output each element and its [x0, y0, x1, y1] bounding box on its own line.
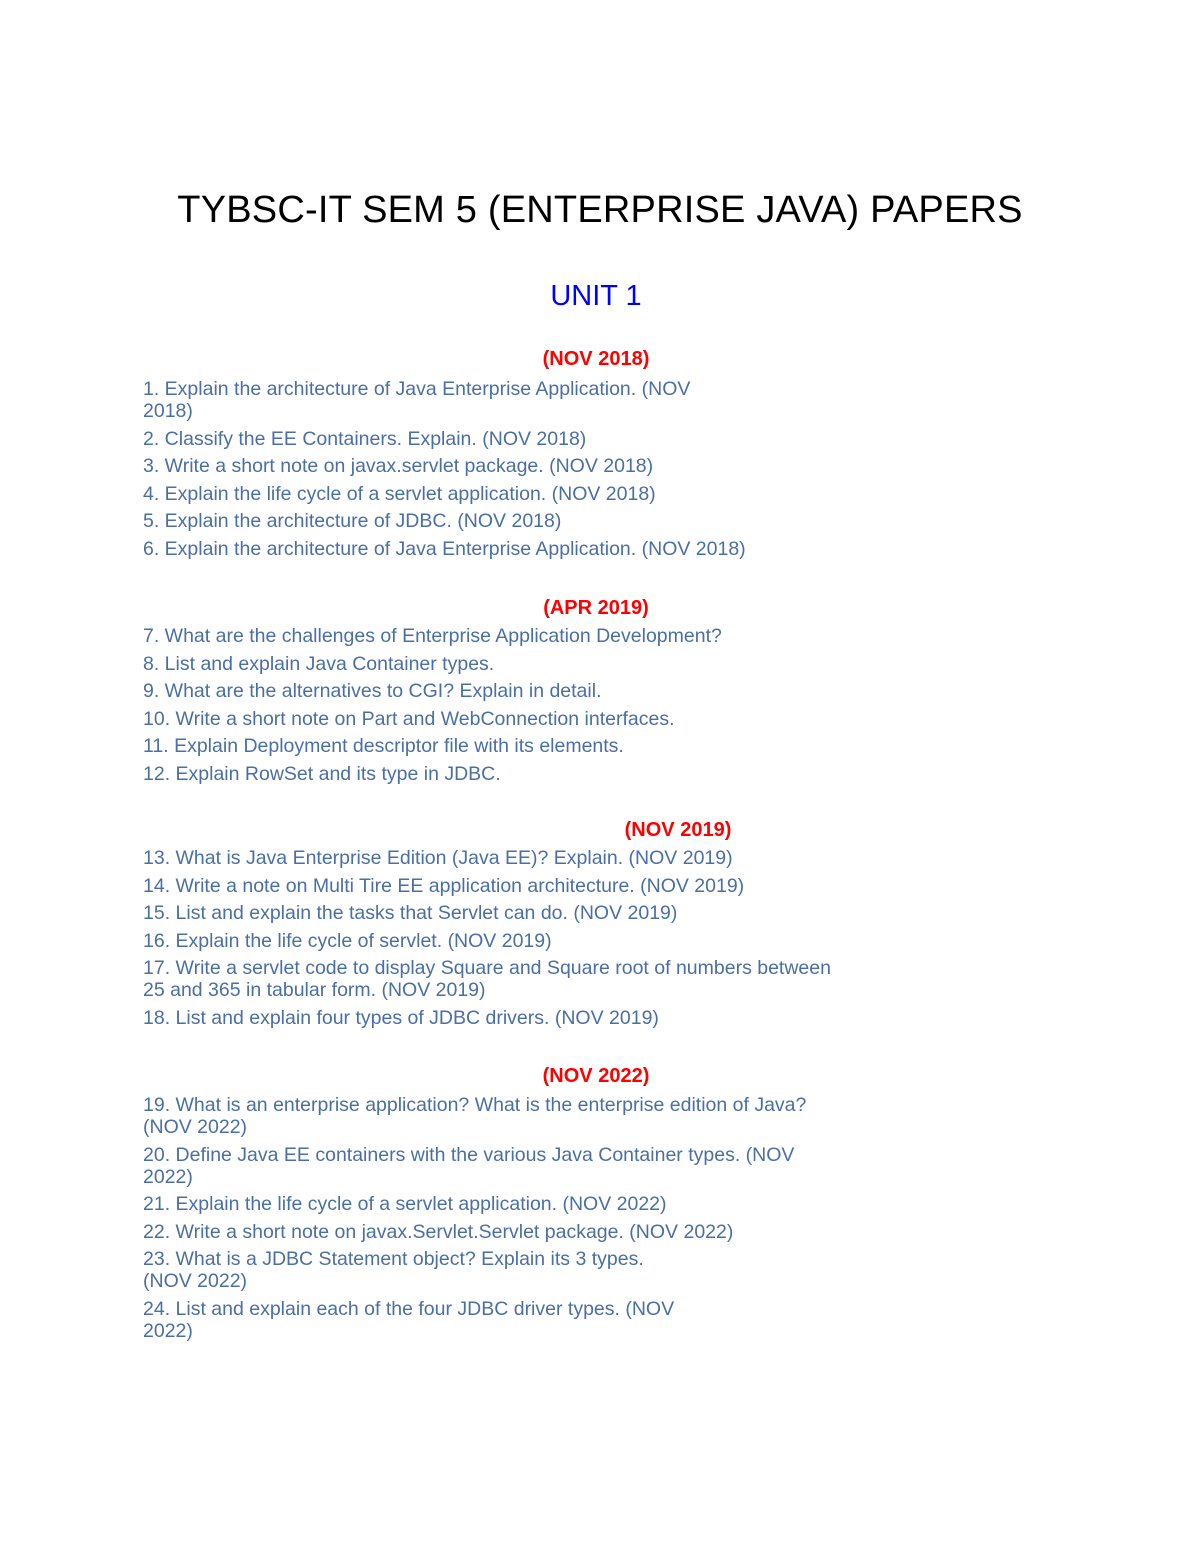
- question-item: 2. Classify the EE Containers. Explain. (NOV 2018): [143, 427, 587, 450]
- question-item: 4. Explain the life cycle of a servlet application. (NOV 2018): [143, 482, 656, 505]
- question-item: 17. Write a servlet code to display Square and Square root of numbers between 25 and 365 in tabular form. (NOV 2019): [143, 957, 831, 1001]
- question-item: 10. Write a short note on Part and WebConnection interfaces.: [143, 707, 675, 730]
- question-list-nov-2019: [143, 847, 943, 1034]
- question-item: 9. What are the alternatives to CGI? Explain in detail.: [143, 680, 602, 702]
- question-item: 22. Write a short note on javax.Servlet.Servlet package. (NOV 2022): [143, 1220, 734, 1243]
- question-list-nov-2018: [143, 378, 943, 565]
- question-item: 3. Write a short note on javax.servlet package. (NOV 2018): [143, 455, 654, 477]
- question-item: 20. Define Java EE containers with the various Java Container types. (NOV 2022): [143, 1143, 795, 1188]
- question-item: 13. What is Java Enterprise Edition (Java EE)? Explain. (NOV 2019): [143, 847, 733, 869]
- question-item: 16. Explain the life cycle of servlet. (NOV 2019): [143, 929, 552, 952]
- question-item: 8. List and explain Java Container types.: [143, 652, 495, 675]
- question-item: 1. Explain the architecture of Java Enterprise Application. (NOV 2018): [143, 378, 691, 422]
- question-item: 15. List and explain the tasks that Servlet can do. (NOV 2019): [143, 902, 678, 924]
- document-title: TYBSC-IT SEM 5 (ENTERPRISE JAVA) PAPERS: [177, 189, 1023, 231]
- section-heading-nov-2019: (NOV 2019): [624, 819, 732, 841]
- section-heading-nov-2022: (NOV 2022): [542, 1065, 650, 1087]
- question-item: 14. Write a note on Multi Tire EE application architecture. (NOV 2019): [143, 874, 745, 897]
- question-item: 11. Explain Deployment descriptor file with its elements.: [143, 735, 624, 757]
- question-item: 23. What is a JDBC Statement object? Explain its 3 types. (NOV 2022): [143, 1248, 644, 1292]
- section-heading-nov-2018: (NOV 2018): [542, 348, 650, 370]
- question-item: 18. List and explain four types of JDBC drivers. (NOV 2019): [143, 1006, 659, 1029]
- question-item: 21. Explain the life cycle of a servlet application. (NOV 2022): [143, 1193, 667, 1215]
- question-list-nov-2022: [143, 1094, 943, 1347]
- section-heading-apr-2019: (APR 2019): [543, 597, 649, 619]
- question-item: 6. Explain the architecture of Java Enterprise Application. (NOV 2018): [143, 537, 746, 560]
- question-item: 7. What are the challenges of Enterprise Application Development?: [143, 625, 722, 647]
- question-item: 24. List and explain each of the four JDBC driver types. (NOV 2022): [143, 1297, 675, 1342]
- question-item: 12. Explain RowSet and its type in JDBC.: [143, 762, 501, 785]
- unit-heading: UNIT 1: [550, 280, 642, 312]
- question-item: 5. Explain the architecture of JDBC. (NOV 2018): [143, 510, 562, 532]
- question-item: 19. What is an enterprise application? What is the enterprise edition of Java? (NOV 2022): [143, 1094, 807, 1138]
- question-list-apr-2019: [143, 625, 943, 790]
